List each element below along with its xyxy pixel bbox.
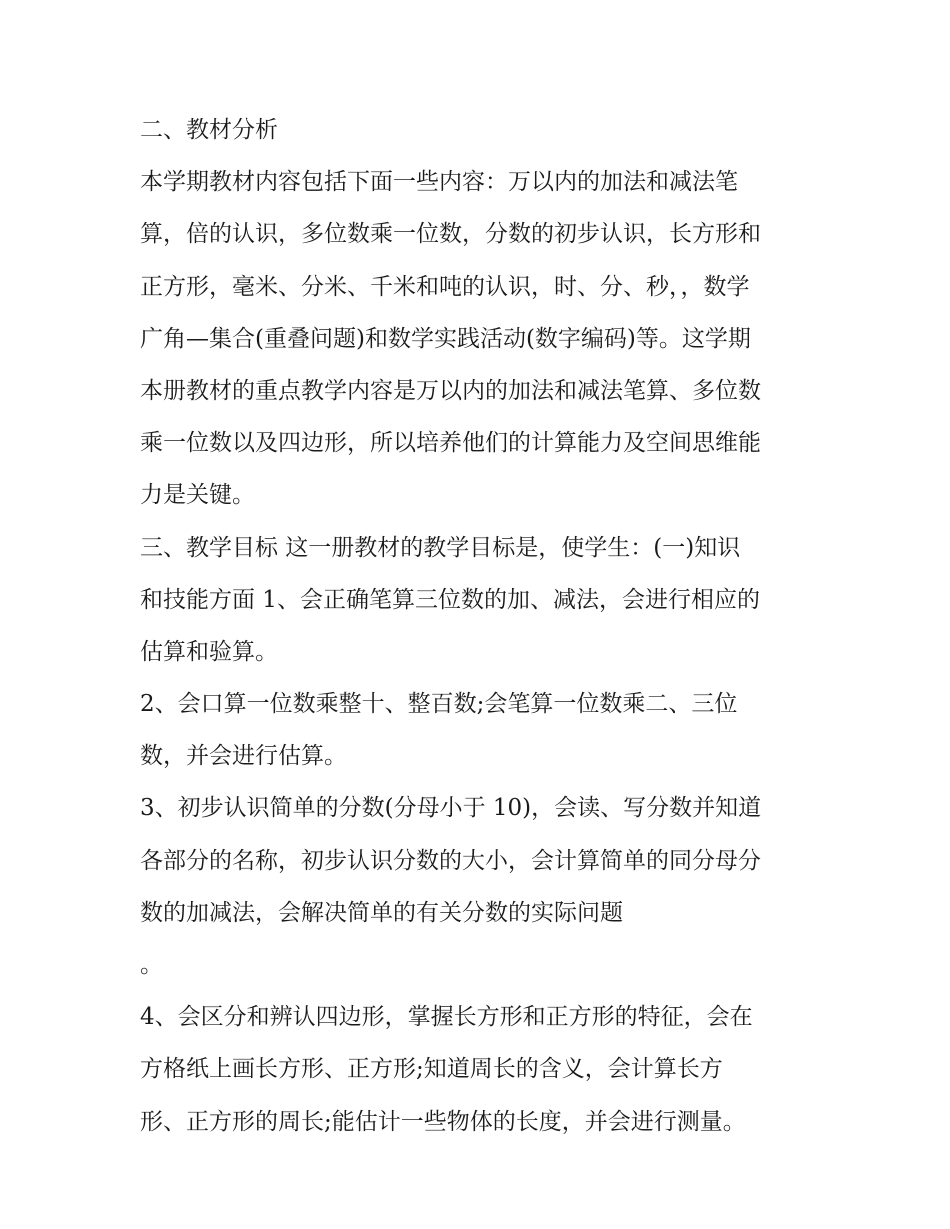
paragraph-line: 本学期教材内容包括下面一些内容：万以内的加法和减法笔 (140, 169, 738, 196)
paragraph-line: 各部分的名称，初步认识分数的大小，会计算简单的同分母分 (140, 847, 761, 874)
paragraph-line: 方格纸上画长方形、正方形;知道周长的含义，会计算长方 (140, 1056, 723, 1083)
paragraph-line: 数的加减法，会解决简单的有关分数的实际问题 (140, 899, 623, 926)
paragraph-line: 数，并会进行估算。 (140, 743, 347, 770)
paragraph-line: 力是关键。 (140, 482, 255, 509)
section-heading-textbook-analysis: 二、教材分析 (140, 117, 278, 143)
paragraph-line: 和技能方面 1、会正确笔算三位数的加、减法，会进行相应的 (140, 586, 760, 613)
paragraph-line: 本册教材的重点教学内容是万以内的加法和减法笔算、多位数 (140, 377, 761, 404)
paragraph-line: 广角—集合(重叠问题)和数学实践活动(数字编码)等。这学期 (140, 325, 751, 352)
section-heading-teaching-goals: 三、教学目标 这一册教材的教学目标是，使学生：(一)知识 (140, 534, 741, 561)
list-item-2: 2、会口算一位数乘整十、整百数;会笔算一位数乘二、三位 (140, 691, 738, 718)
paragraph-line: 形、正方形的周长;能估计一些物体的长度，并会进行测量。 (140, 1108, 746, 1135)
document-body (140, 104, 820, 1148)
paragraph-line: 估算和验算。 (140, 638, 278, 665)
paragraph-line: 正方形，毫米、分米、千米和吨的认识，时、分、秒，，数学 (140, 273, 750, 300)
list-item-3: 3、初步认识简单的分数(分母小于 10)，会读、写分数并知道 (140, 795, 762, 822)
paragraph-line: 。 (140, 952, 163, 978)
paragraph-line: 算，倍的认识，多位数乘一位数，分数的初步认识，长方形和 (140, 221, 761, 248)
list-item-4: 4、会区分和辨认四边形，掌握长方形和正方形的特征，会在 (140, 1004, 753, 1031)
paragraph-line: 乘一位数以及四边形，所以培养他们的计算能力及空间思维能 (140, 430, 761, 457)
